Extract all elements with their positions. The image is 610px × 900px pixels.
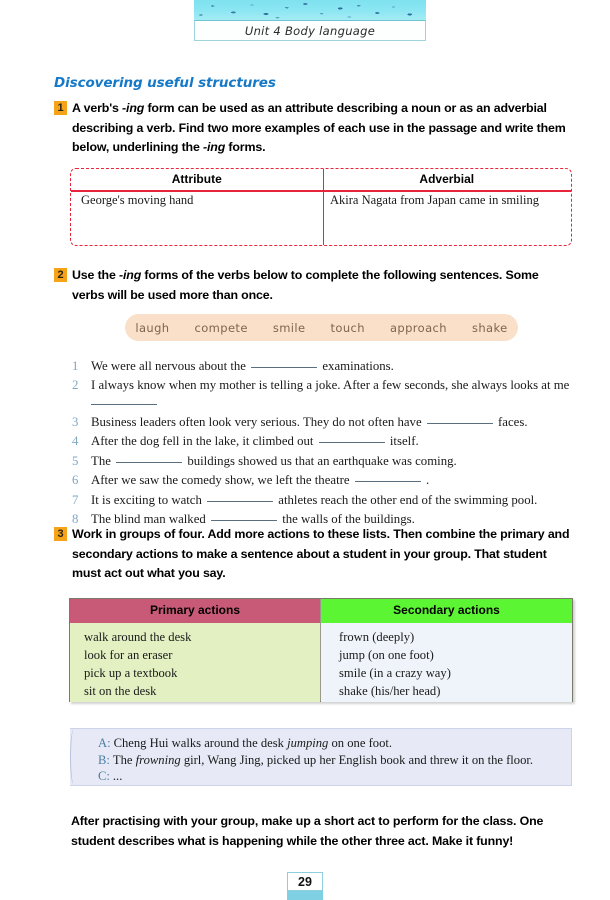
instr-part-italic: -ing: [119, 268, 142, 282]
instr-part: forms.: [225, 140, 266, 154]
answer-blank[interactable]: [319, 442, 385, 443]
list-item: [72, 492, 578, 509]
item-number: 8: [72, 511, 79, 526]
exercise-3: [54, 525, 572, 584]
sentence-after: athletes reach the other end of the swimming pool.: [278, 492, 538, 507]
item-number: 5: [72, 453, 79, 468]
list-item[interactable]: sit on the desk: [84, 684, 157, 698]
sentence-after: examinations.: [322, 359, 394, 373]
exercise-2: [54, 266, 572, 305]
list-item: [72, 453, 578, 470]
exercise-number-badge: 2: [54, 268, 67, 282]
exercise-3-instruction: Work in groups of four. Add more actions to these lists. Then combine the primary and secondary actions to make a sentence about a student in your group. That student must act out what you say.: [72, 527, 570, 580]
sentence-after: buildings showed us that an earthquake was coming.: [187, 453, 457, 468]
dialogue-text: The: [112, 752, 136, 767]
word-bank-item[interactable]: touch: [330, 320, 365, 335]
sentence-before: It is exciting to watch: [91, 492, 202, 507]
sentence-before: After we saw the comedy show, we left the theatre: [91, 473, 350, 488]
speaker-label: C:: [98, 769, 110, 783]
dialogue-text: ...: [112, 769, 123, 783]
answer-blank[interactable]: [116, 462, 182, 463]
column-header-primary-actions: Primary actions: [70, 599, 320, 623]
instr-part-italic: -ing: [203, 140, 226, 154]
primary-secondary-actions-table: [69, 598, 573, 702]
instr-part: A verb's: [72, 101, 123, 115]
sentence-after: .: [425, 473, 430, 488]
word-bank: [125, 314, 518, 341]
sentence-before: The blind man walked: [91, 511, 206, 526]
answer-blank[interactable]: [355, 481, 421, 482]
column-header-secondary-actions: Secondary actions: [321, 599, 572, 623]
secondary-actions-column: [321, 599, 572, 701]
dialogue-line: [98, 768, 571, 785]
exercise-1: [54, 99, 572, 158]
list-item[interactable]: shake (his/her head): [339, 684, 441, 698]
item-number: 3: [72, 414, 79, 429]
dialogue-text: Cheng Hui walks around the desk: [113, 736, 288, 750]
answer-blank[interactable]: [211, 520, 277, 521]
word-bank-item[interactable]: laugh: [135, 320, 170, 335]
unit-caption: Unit 4 Body language: [194, 20, 426, 41]
instr-part: form can be used as an attribute describing a noun or as an adverbial describing a verb. Find two more examples of each use in the passage and write them below, underlining the: [72, 101, 566, 154]
answer-blank[interactable]: [427, 423, 493, 424]
list-item[interactable]: pick up a textbook: [84, 666, 178, 680]
word-bank-item[interactable]: approach: [389, 320, 447, 335]
list-item[interactable]: look for an eraser: [84, 648, 173, 662]
word-bank-item[interactable]: compete: [194, 320, 248, 335]
exercise-number-badge: 3: [54, 527, 67, 541]
sentence-before: Business leaders often look very serious. They do not often have: [91, 414, 422, 429]
item-number: 1: [72, 359, 79, 373]
page-footer: [287, 872, 323, 900]
list-item[interactable]: jump (on one foot): [339, 648, 434, 662]
word-bank-item[interactable]: shake: [471, 320, 508, 335]
speaker-label: A:: [98, 736, 111, 750]
primary-actions-column: [70, 599, 321, 701]
list-item[interactable]: frown (deeply): [339, 630, 415, 644]
secondary-actions-list: [321, 623, 572, 702]
answer-blank[interactable]: [251, 367, 317, 368]
list-item: [72, 358, 578, 375]
word-bank-item[interactable]: smile: [272, 320, 306, 335]
page-number: 29: [287, 872, 323, 891]
sentence-list: [72, 358, 578, 530]
footer-accent-bar: [287, 891, 323, 900]
item-number: 7: [72, 492, 79, 507]
item-number: 6: [72, 473, 79, 488]
sentence-after: faces.: [498, 414, 528, 429]
sentence-before: After the dog fell in the lake, it climbed out: [91, 434, 314, 449]
exercise-1-instruction: [72, 99, 572, 158]
water-with-fish-photo: [194, 0, 426, 20]
closing-instruction: After practising with your group, make up a short act to perform for the class. One student describes what is happening while the other three act. Make it funny!: [71, 814, 544, 848]
answer-blank[interactable]: [91, 404, 157, 405]
list-item[interactable]: walk around the desk: [84, 630, 192, 644]
dialogue-line: [98, 735, 571, 752]
dialogue-line: [98, 752, 571, 769]
column-header-adverbial: Adverbial: [419, 172, 475, 186]
table-header-rule: [71, 190, 571, 192]
example-dialogue-box: [70, 728, 572, 786]
sentence-before: The: [91, 453, 111, 468]
instr-part: forms of the verbs below to complete the following sentences. Some verbs will be used more than once.: [72, 268, 539, 302]
sentence-after: the walls of the buildings.: [282, 511, 415, 526]
list-item: [72, 472, 578, 489]
speaker-label: B:: [98, 752, 110, 767]
exercise-number-badge: 1: [54, 101, 67, 115]
answer-blank[interactable]: [207, 501, 273, 502]
unit-banner: [194, 0, 426, 41]
instr-part: Use the: [72, 268, 120, 282]
sentence-after: itself.: [389, 434, 419, 449]
sentence-before: I always know when my mother is telling a joke. After a few seconds, she always looks at me: [91, 378, 570, 393]
column-header-attribute: Attribute: [171, 172, 222, 186]
table-cell-adverbial[interactable]: Akira Nagata from Japan came in smiling: [330, 193, 539, 207]
exercise-2-instruction: [72, 266, 572, 305]
dialogue-italic-word: frowning: [135, 752, 181, 767]
dialogue-text: on one foot.: [328, 736, 393, 750]
dialogue-text: girl, Wang Jing, picked up her English book and threw it on the floor.: [180, 752, 534, 767]
list-item: [72, 414, 578, 431]
list-item: [72, 433, 578, 450]
item-number: 2: [72, 378, 79, 393]
list-item: [72, 377, 578, 411]
page-title: Discovering useful structures: [54, 75, 276, 91]
item-number: 4: [72, 434, 79, 449]
table-cell-attribute[interactable]: George's moving hand: [81, 193, 194, 207]
attribute-adverbial-table: [70, 168, 572, 246]
list-item[interactable]: smile (in a crazy way): [339, 666, 451, 680]
dialogue-italic-word: jumping: [287, 736, 329, 750]
primary-actions-list: [70, 623, 320, 702]
instr-part-italic: -ing: [122, 101, 145, 115]
sentence-before: We were all nervous about the: [91, 359, 246, 373]
